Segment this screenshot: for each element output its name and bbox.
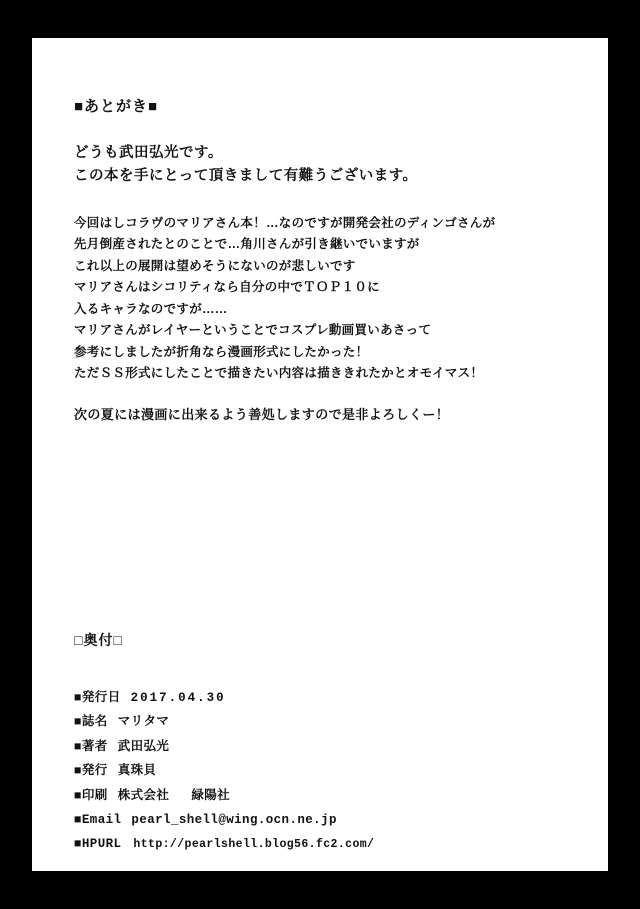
colophon-row-email	[74, 808, 578, 832]
colophon-value: マリタマ	[117, 715, 170, 730]
afterword-body-line: これ以上の展開は望めそうにないのが悲しいです	[74, 258, 356, 273]
bullet-square-icon: ■	[74, 739, 82, 754]
colophon-label: 印刷	[81, 788, 108, 803]
colophon-value: 武田弘光	[117, 739, 170, 754]
colophon-value-url: http://pearlshell.blog56.fc2.com/	[133, 838, 375, 852]
afterword-body-line: 今回はしコラヴのマリアさん本！…なのですが開発会社のディンゴさんが	[74, 215, 496, 230]
colophon-label: 発行	[81, 764, 108, 779]
document-page	[32, 38, 608, 871]
colophon-row-author	[74, 735, 578, 759]
bullet-square-icon: ■	[74, 812, 82, 827]
afterword-body-line: 先月倒産されたとのことで…角川さんが引き継いでいますが	[74, 237, 420, 252]
colophon-row-publish-date	[74, 686, 578, 710]
afterword-lead-line: この本を手にとって頂きまして有難うございます。	[74, 168, 418, 185]
bullet-square-icon: ■	[74, 788, 82, 803]
colophon-label: 誌名	[81, 715, 108, 730]
afterword-lead-line: どうも武田弘光です。	[74, 145, 223, 161]
colophon-value: 株式会社	[117, 788, 170, 803]
colophon-label: 発行日	[81, 691, 121, 705]
colophon-label: Email	[81, 812, 122, 827]
afterword-section	[74, 98, 578, 426]
afterword-body-line: マリアさんがレイヤーということでコスプレ動画買いあさって	[74, 323, 432, 338]
colophon-label: 著者	[81, 739, 108, 754]
bullet-square-icon: ■	[74, 837, 82, 852]
colophon-heading: □奥付□	[74, 632, 123, 648]
colophon-row-publisher	[74, 759, 578, 783]
afterword-lead	[74, 142, 578, 189]
afterword-body	[74, 213, 578, 385]
afterword-closing: 次の夏には漫画に出来るよう善処しますので是非よろしくー！	[74, 406, 450, 422]
colophon-label: HPURL	[81, 837, 122, 852]
afterword-heading: ■あとがき■	[74, 98, 159, 115]
colophon-row-homepage	[74, 832, 578, 856]
colophon-list	[74, 686, 578, 857]
colophon-value: 真珠貝	[117, 764, 157, 779]
afterword-body-line: 参考にしましたが折角なら漫画形式にしたかった！	[74, 344, 369, 359]
colophon-row-printer	[74, 784, 578, 808]
afterword-body-line: 入るキャラなのですが……	[74, 301, 228, 316]
afterword-body-line: マリアさんはシコリティなら自分の中でＴＯＰ１０に	[74, 280, 380, 295]
colophon-row-title	[74, 710, 578, 734]
colophon-value-secondary: 緑陽社	[191, 788, 231, 803]
colophon-value-email: pearl_shell@wing.ocn.ne.jp	[131, 812, 337, 827]
bullet-square-icon: ■	[74, 764, 82, 779]
bullet-square-icon: ■	[74, 691, 82, 705]
bullet-square-icon: ■	[74, 715, 82, 730]
afterword-body-line: ただＳＳ形式にしたことで描きたい内容は描ききれたかとオモイマス！	[74, 366, 484, 381]
colophon-section	[74, 630, 578, 857]
colophon-value: 2017.04.30	[130, 691, 226, 705]
